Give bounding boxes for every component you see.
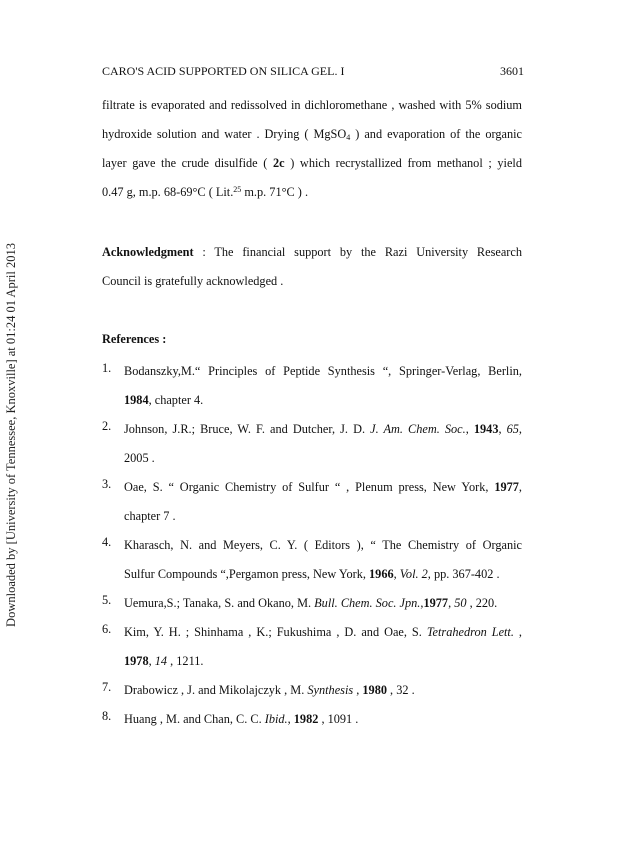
paragraph-line: 0.47 g, m.p. 68-69°C ( Lit.$^{25}$ m.p. 71°C ) . [102,185,309,199]
paragraph-line: filtrate is evaporated and redissolved in dichloromethane , washed with 5% sodium [102,98,522,112]
body-paragraph [102,95,522,211]
running-title: CARO'S ACID SUPPORTED ON SILICA GEL. I [102,64,345,78]
reference-item: 7. Drabowicz , J. and Mikolajczyk , M. Synthesis , 1980 , 32 . [102,680,415,697]
download-note: Downloaded by [University of Tennessee, Knoxville] at 01:24 01 April 2013 [4,243,18,627]
acknowledgment-line: Council is gratefully acknowledged . [102,274,284,288]
reference-item: 6. Kim, Y. H. ; Shinhama , K.; Fukushima , D. and Oae, S. Tetrahedron Lett. , 1978, 14 , 1211. [102,622,522,668]
acknowledgment-section [102,242,522,300]
paragraph-line: hydroxide solution and water . Drying ( MgSO$_4$ ) and evaporation of the organic [102,127,522,142]
running-header [102,64,524,79]
references-list [102,361,522,738]
download-watermark [2,220,22,650]
compound-label: 2c [272,156,285,170]
acknowledgment-heading: Acknowledgment [102,245,194,259]
reference-item: 8. Huang , M. and Chan, C. C. Ibid., 1982 , 1091 . [102,709,359,726]
references-heading: References : [102,332,167,346]
paragraph-line: layer gave the crude disulfide ( 2c ) which recrystallized from methanol ; yield [102,156,522,170]
reference-item: 5. Uemura,S.; Tanaka, S. and Okano, M. Bull. Chem. Soc. Jpn.,1977, 50 , 220. [102,593,498,610]
page-number: 3601 [500,64,524,78]
reference-item: 1. Bodanszky,M.“ Principles of Peptide Synthesis “, Springer-Verlag, Berlin, 1984, chapter 4. [102,361,522,407]
reference-item: 3. Oae, S. “ Organic Chemistry of Sulfur “ , Plenum press, New York, 1977, chapter 7 . [102,477,522,523]
reference-item: 4. Kharasch, N. and Meyers, C. Y. ( Editors ), “ The Chemistry of Organic Sulfur Compounds “,Pergamon press, New York, 1966, Vol. 2, pp. 367-402 . [102,535,522,581]
acknowledgment-line: Acknowledgment : The financial support by the Razi University Research [102,245,522,259]
reference-item: 2. Johnson, J.R.; Bruce, W. F. and Dutcher, J. D. J. Am. Chem. Soc., 1943, 65, 2005 . [102,419,522,465]
page-body [102,95,522,738]
